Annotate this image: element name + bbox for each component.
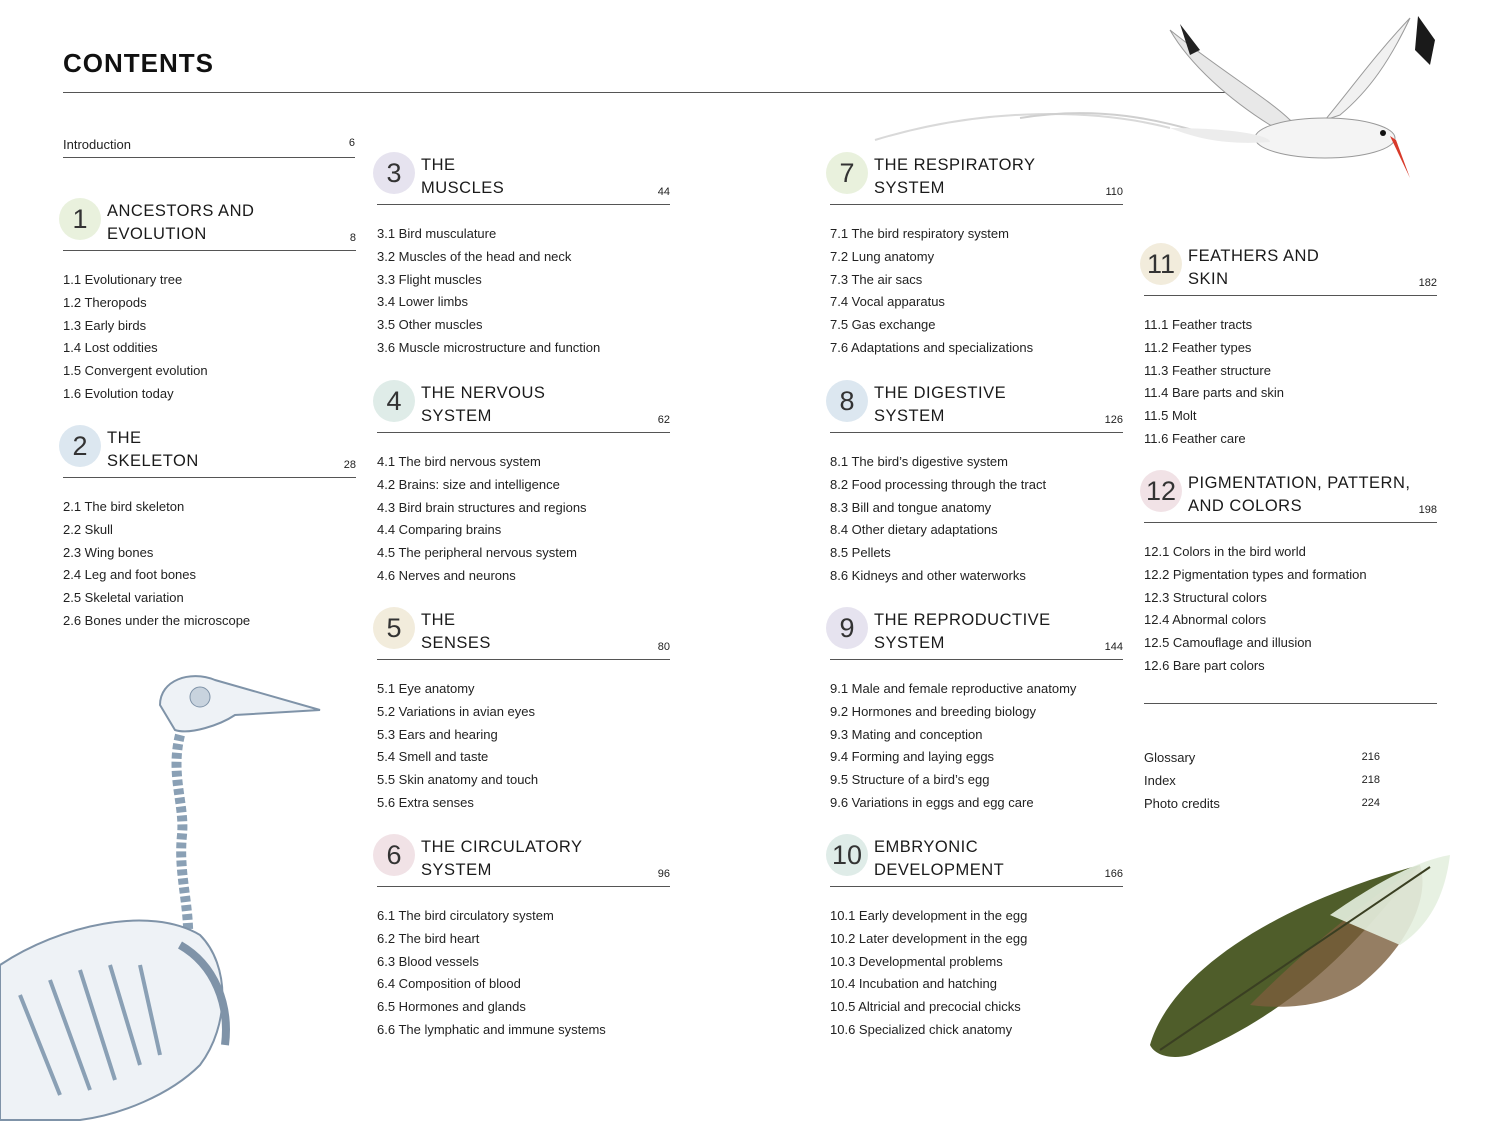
chapter-9-sections xyxy=(830,678,1076,815)
chapter-title-line-1: PIGMENTATION, PATTERN, xyxy=(1188,474,1411,492)
section-item[interactable]: 5.6 Extra senses xyxy=(377,794,474,810)
tropicbird-illustration xyxy=(870,10,1460,190)
chapter-page-number: 198 xyxy=(1418,504,1437,516)
skeleton-illustration xyxy=(0,665,330,1125)
chapter-number-badge: 10 xyxy=(826,834,868,876)
chapter-number-badge: 2 xyxy=(59,425,101,467)
chapter-10-heading[interactable] xyxy=(830,834,1123,887)
chapter-title xyxy=(874,382,1006,428)
section-item[interactable]: 5.3 Ears and hearing xyxy=(377,726,498,742)
section-item[interactable]: 2.1 The bird skeleton xyxy=(63,499,185,514)
section-item[interactable]: 1.1 Evolutionary tree xyxy=(63,272,183,287)
section-item[interactable]: 9.1 Male and female reproductive anatomy xyxy=(830,681,1077,696)
back-matter-divider xyxy=(1144,703,1437,704)
section-item[interactable]: 2.3 Wing bones xyxy=(63,544,154,560)
section-item[interactable]: 10.4 Incubation and hatching xyxy=(830,976,997,992)
chapter-title-line-2: EVOLUTION xyxy=(107,225,207,243)
chapter-number-badge: 4 xyxy=(373,380,415,422)
section-item[interactable]: 9.3 Mating and conception xyxy=(830,726,983,742)
chapter-title-line-1: THE xyxy=(421,156,456,174)
chapter-title-line-1: EMBRYONIC xyxy=(874,838,979,856)
section-item[interactable]: 4.5 The peripheral nervous system xyxy=(377,545,577,560)
chapter-title-line-1: FEATHERS AND xyxy=(1188,247,1320,265)
back-matter-item[interactable] xyxy=(1144,796,1380,811)
chapter-title-line-2: SKIN xyxy=(1188,270,1229,288)
back-matter-label: Photo credits xyxy=(1144,795,1220,811)
chapter-11-sections xyxy=(1144,314,1284,451)
section-item[interactable]: 6.4 Composition of blood xyxy=(377,976,521,992)
section-item[interactable]: 1.3 Early birds xyxy=(63,317,147,333)
section-item[interactable]: 12.6 Bare part colors xyxy=(1144,657,1265,673)
section-item[interactable]: 9.5 Structure of a bird’s egg xyxy=(830,772,990,787)
section-item[interactable]: 11.5 Molt xyxy=(1144,408,1197,423)
chapter-3-sections xyxy=(377,223,600,360)
chapter-title xyxy=(421,609,491,655)
chapter-8-sections xyxy=(830,451,1046,588)
chapter-2-sections xyxy=(63,496,250,633)
chapter-5-heading[interactable] xyxy=(377,607,670,660)
chapter-title-line-2: MUSCLES xyxy=(421,179,505,197)
section-item[interactable]: 3.5 Other muscles xyxy=(377,317,483,332)
section-item[interactable]: 11.1 Feather tracts xyxy=(1144,317,1253,332)
section-item[interactable]: 2.6 Bones under the microscope xyxy=(63,612,251,628)
chapter-4-sections xyxy=(377,451,587,588)
section-item[interactable]: 3.4 Lower limbs xyxy=(377,294,469,310)
section-item[interactable]: 8.2 Food processing through the tract xyxy=(830,476,1047,492)
section-item[interactable]: 6.3 Blood vessels xyxy=(377,953,479,969)
section-item[interactable]: 1.6 Evolution today xyxy=(63,385,174,401)
page-title: CONTENTS xyxy=(63,48,214,78)
section-item[interactable]: 5.2 Variations in avian eyes xyxy=(377,703,536,719)
section-item[interactable]: 2.2 Skull xyxy=(63,521,113,537)
section-item[interactable]: 11.2 Feather types xyxy=(1144,339,1252,355)
section-item[interactable]: 10.2 Later development in the egg xyxy=(830,930,1028,946)
chapter-1-sections xyxy=(63,269,208,406)
chapter-title xyxy=(107,200,254,246)
chapter-page-number: 80 xyxy=(657,641,670,653)
chapter-title-line-2: DEVELOPMENT xyxy=(874,861,1005,879)
chapter-title xyxy=(421,382,545,428)
chapter-title-line-1: THE NERVOUS xyxy=(421,384,546,402)
section-item[interactable]: 5.1 Eye anatomy xyxy=(377,681,475,696)
chapter-number-badge: 8 xyxy=(826,380,868,422)
chapter-page-number: 182 xyxy=(1418,277,1437,289)
chapter-title xyxy=(874,836,1004,882)
section-item[interactable]: 12.4 Abnormal colors xyxy=(1144,612,1267,628)
back-matter-label: Glossary xyxy=(1144,750,1196,765)
chapter-page-number: 44 xyxy=(657,186,670,198)
section-item[interactable]: 6.5 Hormones and glands xyxy=(377,999,526,1014)
section-item[interactable]: 5.5 Skin anatomy and touch xyxy=(377,772,539,787)
section-item[interactable]: 3.6 Muscle microstructure and function xyxy=(377,339,601,355)
chapter-11-heading[interactable] xyxy=(1144,243,1437,296)
chapter-number-badge: 6 xyxy=(373,834,415,876)
section-item[interactable]: 2.5 Skeletal variation xyxy=(63,590,184,605)
chapter-page-number: 28 xyxy=(343,459,356,471)
chapter-number-badge: 11 xyxy=(1140,243,1182,285)
chapter-title-line-2: SYSTEM xyxy=(874,634,945,652)
section-item[interactable]: 8.3 Bill and tongue anatomy xyxy=(830,499,992,515)
section-item[interactable]: 7.2 Lung anatomy xyxy=(830,248,935,264)
section-item[interactable]: 1.4 Lost oddities xyxy=(63,340,158,356)
introduction-label: Introduction xyxy=(63,137,131,152)
section-item[interactable]: 12.2 Pigmentation types and formation xyxy=(1144,566,1367,582)
chapter-title xyxy=(107,427,199,473)
introduction-page: 6 xyxy=(348,137,355,149)
chapter-page-number: 110 xyxy=(1105,186,1123,198)
chapter-page-number: 126 xyxy=(1104,414,1123,426)
section-item[interactable]: 12.1 Colors in the bird world xyxy=(1144,544,1306,559)
chapter-page-number: 166 xyxy=(1104,868,1123,880)
section-item[interactable]: 11.3 Feather structure xyxy=(1144,362,1271,378)
back-matter-label: Index xyxy=(1144,772,1176,788)
section-item[interactable]: 7.4 Vocal apparatus xyxy=(830,294,945,310)
chapter-number-badge: 7 xyxy=(826,152,868,194)
chapter-9-heading[interactable] xyxy=(830,607,1123,660)
chapter-3-heading[interactable] xyxy=(377,152,670,205)
chapter-title-line-1: THE RESPIRATORY xyxy=(874,156,1036,174)
section-item[interactable]: 4.2 Brains: size and intelligence xyxy=(377,476,560,492)
section-item[interactable]: 8.4 Other dietary adaptations xyxy=(830,522,998,538)
chapter-12-sections xyxy=(1144,541,1367,678)
section-item[interactable]: 9.4 Forming and laying eggs xyxy=(830,749,995,765)
back-matter-page: 218 xyxy=(1361,773,1380,786)
section-item[interactable]: 4.1 The bird nervous system xyxy=(377,454,541,469)
back-matter-page: 224 xyxy=(1361,796,1380,809)
section-item[interactable]: 6.1 The bird circulatory system xyxy=(377,908,554,923)
section-item[interactable]: 11.6 Feather care xyxy=(1144,430,1246,446)
chapter-title-line-2: SKELETON xyxy=(107,452,199,470)
section-item[interactable]: 4.6 Nerves and neurons xyxy=(377,567,516,583)
chapter-number-badge: 1 xyxy=(59,198,101,240)
chapter-2-heading[interactable] xyxy=(63,425,356,478)
feather-illustration xyxy=(1130,855,1460,1065)
back-matter-item[interactable] xyxy=(1144,773,1380,788)
section-item[interactable]: 7.1 The bird respiratory system xyxy=(830,226,1009,241)
back-matter-item[interactable] xyxy=(1144,750,1380,765)
chapter-12-heading[interactable] xyxy=(1144,470,1437,523)
section-item[interactable]: 7.6 Adaptations and specializations xyxy=(830,339,1034,355)
section-item[interactable]: 3.2 Muscles of the head and neck xyxy=(377,248,572,264)
chapter-title-line-1: THE xyxy=(421,611,456,629)
chapter-title-line-2: SYSTEM xyxy=(421,861,492,879)
chapter-title-line-1: THE CIRCULATORY xyxy=(421,838,583,856)
section-item[interactable]: 2.4 Leg and foot bones xyxy=(63,567,197,583)
section-item[interactable]: 6.6 The lymphatic and immune systems xyxy=(377,1021,606,1037)
section-item[interactable]: 8.6 Kidneys and other waterworks xyxy=(830,567,1026,583)
section-item[interactable]: 9.2 Hormones and breeding biology xyxy=(830,703,1036,719)
chapter-number-badge: 5 xyxy=(373,607,415,649)
chapter-6-heading[interactable] xyxy=(377,834,670,887)
section-item[interactable]: 6.2 The bird heart xyxy=(377,930,480,946)
section-item[interactable]: 7.3 The air sacs xyxy=(830,271,923,287)
chapter-number-badge: 3 xyxy=(373,152,415,194)
section-item[interactable]: 4.4 Comparing brains xyxy=(377,522,502,538)
chapter-title-line-2: SENSES xyxy=(421,634,491,652)
chapter-title-line-2: SYSTEM xyxy=(874,407,945,425)
chapter-title-line-2: SYSTEM xyxy=(421,407,492,425)
chapter-title xyxy=(421,154,504,200)
chapter-title xyxy=(1188,245,1319,291)
chapter-10-sections xyxy=(830,905,1027,1042)
section-item[interactable]: 12.3 Structural colors xyxy=(1144,589,1267,605)
section-item[interactable]: 10.5 Altricial and precocial chicks xyxy=(830,999,1021,1014)
chapter-4-heading[interactable] xyxy=(377,380,670,433)
chapter-title xyxy=(874,609,1051,655)
section-item[interactable]: 10.6 Specialized chick anatomy xyxy=(830,1021,1013,1037)
chapter-title-line-1: ANCESTORS AND xyxy=(107,202,255,220)
section-item[interactable]: 5.4 Smell and taste xyxy=(377,749,489,765)
chapter-title xyxy=(1188,472,1410,518)
section-item[interactable]: 7.5 Gas exchange xyxy=(830,317,936,332)
section-item[interactable]: 8.1 The bird’s digestive system xyxy=(830,454,1008,469)
section-item[interactable]: 3.1 Bird musculature xyxy=(377,226,497,241)
section-item[interactable]: 1.2 Theropods xyxy=(63,294,147,310)
chapter-title-line-2: SYSTEM xyxy=(874,179,945,197)
chapter-8-heading[interactable] xyxy=(830,380,1123,433)
section-item[interactable]: 10.3 Developmental problems xyxy=(830,953,1003,969)
section-item[interactable]: 1.5 Convergent evolution xyxy=(63,363,208,378)
chapter-7-sections xyxy=(830,223,1033,360)
chapter-number-badge: 9 xyxy=(826,607,868,649)
chapter-1-heading[interactable] xyxy=(63,198,356,251)
section-item[interactable]: 11.4 Bare parts and skin xyxy=(1144,385,1284,401)
chapter-page-number: 8 xyxy=(349,232,356,244)
section-item[interactable]: 8.5 Pellets xyxy=(830,545,891,560)
toc-introduction[interactable] xyxy=(63,137,355,158)
chapter-page-number: 144 xyxy=(1104,641,1123,653)
chapter-page-number: 96 xyxy=(657,868,670,880)
back-matter-page: 216 xyxy=(1361,751,1380,763)
chapter-page-number: 62 xyxy=(657,414,670,426)
chapter-title-line-1: THE REPRODUCTIVE xyxy=(874,611,1051,629)
section-item[interactable]: 3.3 Flight muscles xyxy=(377,271,482,287)
section-item[interactable]: 12.5 Camouflage and illusion xyxy=(1144,635,1312,650)
section-item[interactable]: 9.6 Variations in eggs and egg care xyxy=(830,794,1034,810)
chapter-number-badge: 12 xyxy=(1140,470,1182,512)
chapter-title-line-2: AND COLORS xyxy=(1188,497,1303,515)
chapter-title-line-1: THE xyxy=(107,429,142,447)
chapter-5-sections xyxy=(377,678,538,815)
chapter-title xyxy=(421,836,583,882)
section-item[interactable]: 4.3 Bird brain structures and regions xyxy=(377,499,587,515)
chapter-title-line-1: THE DIGESTIVE xyxy=(874,384,1007,402)
section-item[interactable]: 10.1 Early development in the egg xyxy=(830,908,1028,923)
chapter-6-sections xyxy=(377,905,606,1042)
